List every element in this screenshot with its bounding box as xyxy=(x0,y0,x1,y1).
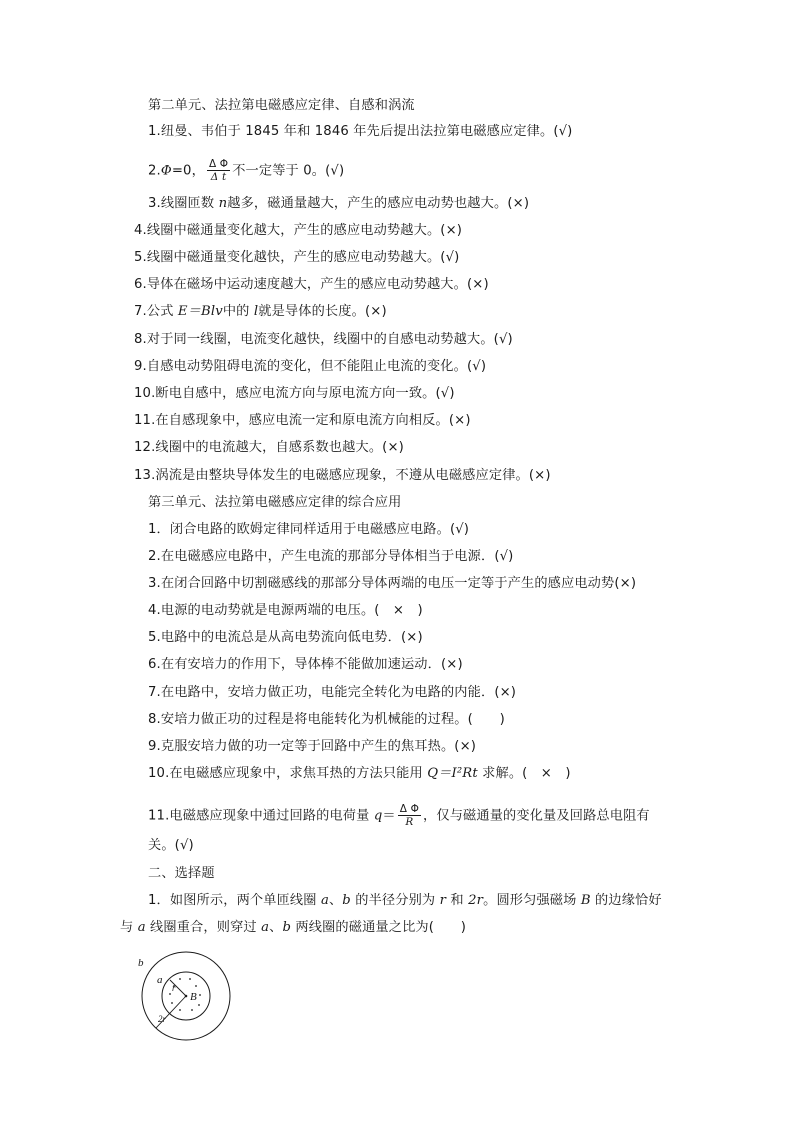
variable: a xyxy=(137,920,146,935)
text-fragment: 两线圈的磁通量之比为( ) xyxy=(291,920,467,935)
statement-line: 8.对于同一线圈，电流变化越快，线圈中的自感电动势越大。(√) xyxy=(134,332,513,347)
text-fragment: 越多，磁通量越大，产生的感应电动势也越大。(×) xyxy=(227,196,530,211)
statement-line: 9.克服安培力做的功一定等于回路中产生的焦耳热。(×) xyxy=(148,739,477,754)
statement-line: 2.在电磁感应电路中，产生电流的那部分导体相当于电源．(√) xyxy=(148,549,514,564)
text-fragment: 就是导体的长度。(×) xyxy=(258,304,387,319)
fraction-numerator: Δ Φ xyxy=(208,158,229,170)
fraction-denominator: Δ t xyxy=(210,171,227,183)
statement-line xyxy=(148,195,529,213)
question-line xyxy=(148,892,662,910)
variable: a xyxy=(320,893,329,908)
variable: r xyxy=(439,893,447,908)
text-fragment: 。圆形匀强磁场 xyxy=(483,893,581,908)
text-fragment: 3.线圈匝数 xyxy=(148,196,219,211)
text-fragment: 7.公式 xyxy=(134,304,178,319)
statement-line: 3.在闭合回路中切割磁感线的那部分导体两端的电压一定等于产生的感应电动势(×) xyxy=(148,576,637,591)
section-title-unit3: 第三单元、法拉第电磁感应定律的综合应用 xyxy=(148,495,402,510)
statement-line: 5.电路中的电流总是从高电势流向低电势．(×) xyxy=(148,630,423,645)
text-fragment: 的半径分别为 xyxy=(350,893,440,908)
label-B: B xyxy=(190,991,197,1003)
coil-diagram xyxy=(134,950,244,1050)
text-fragment: 、 xyxy=(269,920,283,935)
statement-line: 1．闭合电路的欧姆定律同样适用于电磁感应电路。(√) xyxy=(148,522,470,537)
variable: l xyxy=(253,304,259,319)
label-b: b xyxy=(138,957,144,969)
statement-line: 6.导体在磁场中运动速度越大，产生的感应电动势越大。(×) xyxy=(134,277,489,292)
text-fragment: 、 xyxy=(328,893,343,908)
text-fragment: 与 xyxy=(120,920,138,935)
statement-line: 6.在有安培力的作用下，导体棒不能做加速运动．(×) xyxy=(148,657,463,672)
statement-line: 4.线圈中磁通量变化越大，产生的感应电动势越大。(×) xyxy=(134,223,463,238)
statement-line: 8.安培力做正功的过程是将电能转化为机械能的过程。( ) xyxy=(148,712,505,727)
statement-line xyxy=(134,303,387,321)
text-fragment: =0， xyxy=(171,163,205,179)
variable: q xyxy=(373,808,383,824)
text-fragment: 求解。( × ) xyxy=(477,766,571,781)
statement-line: 13.涡流是由整块导体发生的电磁感应现象，不遵从电磁感应定律。(×) xyxy=(134,468,551,483)
statement-line: 1.纽曼、韦伯于 1845 年和 1846 年先后提出法拉第电磁感应定律。(√) xyxy=(148,124,573,139)
text-fragment: ＝ xyxy=(382,808,396,824)
statement-line: 11.在自感现象中，感应电流一定和原电流方向相反。(×) xyxy=(134,413,471,428)
variable: B xyxy=(580,893,591,908)
fraction xyxy=(398,803,421,828)
statement-line: 10.断电自感中，感应电流方向与原电流方向一致。(√) xyxy=(134,386,455,401)
statement-line xyxy=(148,765,571,783)
section-title-unit2: 第二单元、法拉第电磁感应定律、自感和涡流 xyxy=(148,98,415,113)
text-fragment: 11.电磁感应现象中通过回路的电荷量 xyxy=(148,808,374,824)
fraction-numerator: Δ Φ xyxy=(399,803,420,815)
text-fragment: 的边缘恰好 xyxy=(590,893,662,908)
formula: E＝Blv xyxy=(177,304,223,319)
text-fragment: 线圈重合，则穿过 xyxy=(145,920,262,935)
text-fragment: 10.在电磁感应现象中，求焦耳热的方法只能用 xyxy=(148,766,428,781)
statement-line: 5.线圈中磁通量变化越快，产生的感应电动势越大。(√) xyxy=(134,250,460,265)
formula: Q＝I²Rt xyxy=(427,766,478,781)
fraction xyxy=(207,158,230,183)
label-2r: 2r xyxy=(158,1014,167,1024)
text-fragment: 中的 xyxy=(222,304,254,319)
statement-line: 关。(√) xyxy=(148,838,194,853)
text-fragment: ，仅与磁通量的变化量及回路总电阻有 xyxy=(423,808,650,824)
statement-line: 7.在电路中，安培力做正功，电能完全转化为电路的内能．(×) xyxy=(148,685,517,700)
question-line xyxy=(120,919,466,937)
statement-line: 9.自感电动势阻碍电流的变化，但不能阻止电流的变化。(√) xyxy=(134,359,487,374)
variable: b xyxy=(282,920,292,935)
variable: a xyxy=(261,920,270,935)
statement-line: 12.线圈中的电流越大，自感系数也越大。(×) xyxy=(134,440,404,455)
statement-line: 4.电源的电动势就是电源两端的电压。( × ) xyxy=(148,603,423,618)
section-title-choice: 二、选择题 xyxy=(148,866,215,881)
label-a: a xyxy=(157,974,163,986)
symbol-phi: Φ xyxy=(160,163,172,179)
statement-line-fraction xyxy=(148,158,344,183)
text-fragment: 和 xyxy=(446,893,469,908)
label-r: r xyxy=(172,983,176,993)
variable: n xyxy=(218,196,228,211)
text-fragment: 不一定等于 0。(√) xyxy=(232,163,345,179)
item-number: 2. xyxy=(148,163,161,179)
variable: b xyxy=(342,893,351,908)
text-fragment: 1．如图所示，两个单匝线圈 xyxy=(148,893,321,908)
variable: 2r xyxy=(468,893,484,908)
statement-line-fraction xyxy=(148,803,650,828)
fraction-denominator: R xyxy=(405,816,414,828)
